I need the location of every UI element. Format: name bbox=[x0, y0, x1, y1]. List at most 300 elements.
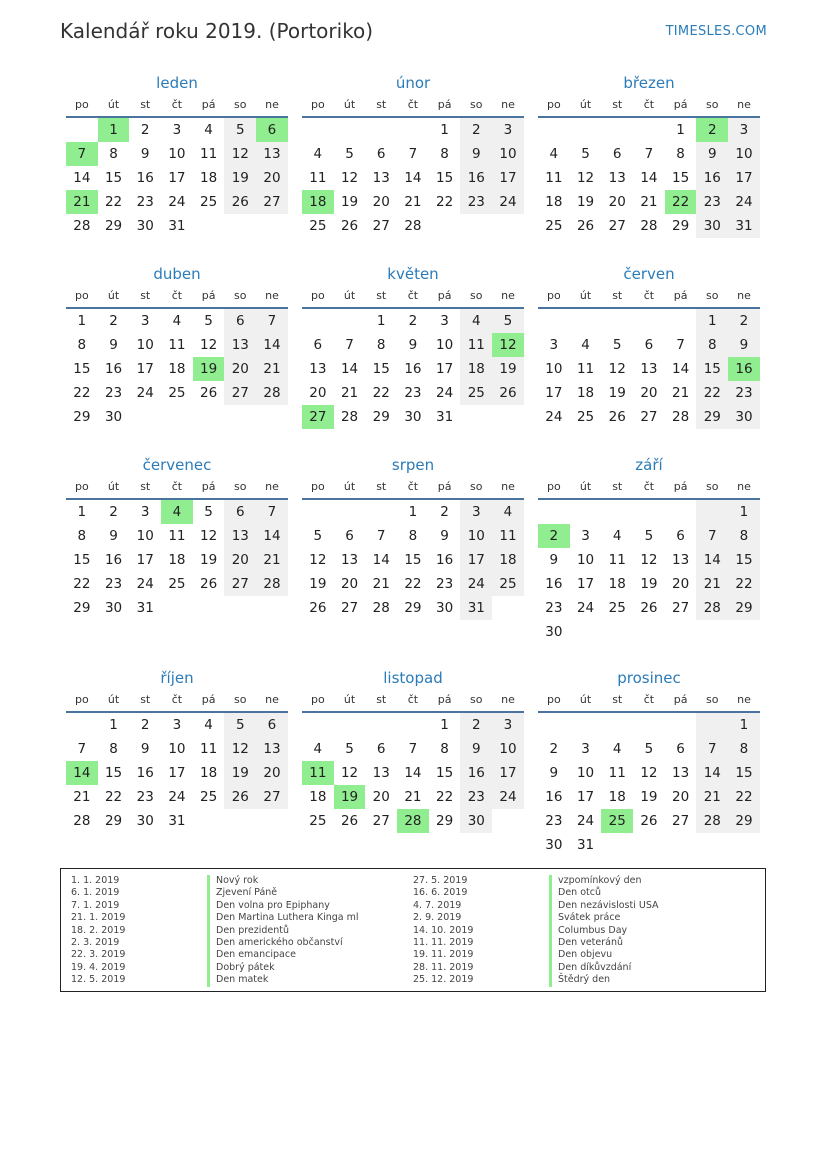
day-cell: 2 bbox=[460, 118, 492, 142]
empty-day-cell bbox=[665, 309, 697, 333]
legend-date: 2. 9. 2019 bbox=[413, 912, 462, 924]
day-cell: 8 bbox=[77, 337, 87, 353]
day-cell: 13 bbox=[340, 552, 359, 568]
week-row bbox=[66, 785, 288, 809]
day-cell: 23 bbox=[545, 813, 563, 829]
day-cell: 27 bbox=[340, 600, 359, 616]
day-cell: 14 bbox=[696, 548, 728, 572]
empty-day-cell bbox=[492, 809, 524, 833]
weekday-label: pá bbox=[437, 693, 452, 706]
weekday-label: čt bbox=[643, 289, 655, 302]
weekday-label: ne bbox=[501, 98, 515, 111]
day-cell: 29 bbox=[73, 600, 91, 616]
day-cell: 17 bbox=[136, 361, 154, 377]
day-cell: 22 bbox=[436, 194, 454, 210]
empty-day-cell bbox=[601, 833, 633, 857]
day-cell: 16 bbox=[696, 166, 728, 190]
legend-holiday-name: Dobrý pátek bbox=[207, 962, 275, 974]
week-row bbox=[66, 214, 288, 238]
day-cell: 25 bbox=[309, 813, 327, 829]
day-cell: 11 bbox=[576, 361, 595, 377]
weekday-label: út bbox=[579, 480, 592, 493]
weekday-header bbox=[538, 94, 760, 118]
empty-day-cell bbox=[66, 118, 98, 142]
week-row bbox=[302, 333, 524, 357]
day-cell: 30 bbox=[545, 624, 563, 640]
day-cell: 13 bbox=[224, 333, 256, 357]
day-cell: 17 bbox=[436, 361, 454, 377]
weekday-label: út bbox=[343, 480, 356, 493]
day-cell: 18 bbox=[302, 190, 334, 214]
weekday-label: pá bbox=[437, 98, 452, 111]
month-0 bbox=[66, 72, 288, 263]
day-cell: 5 bbox=[224, 713, 256, 737]
day-cell: 22 bbox=[728, 785, 760, 809]
day-cell: 20 bbox=[372, 789, 390, 805]
empty-day-cell bbox=[397, 713, 429, 737]
day-cell: 10 bbox=[460, 524, 492, 548]
day-cell: 9 bbox=[549, 765, 559, 781]
weekday-label: út bbox=[107, 693, 120, 706]
empty-day-cell bbox=[334, 500, 366, 524]
day-cell: 5 bbox=[612, 337, 622, 353]
empty-day-cell bbox=[696, 713, 728, 737]
weekday-label: so bbox=[234, 289, 247, 302]
day-cell: 22 bbox=[728, 572, 760, 596]
legend-entry bbox=[413, 900, 755, 912]
day-cell: 2 bbox=[109, 313, 118, 329]
legend-holiday-name: vzpomínkový den bbox=[549, 875, 642, 887]
weekday-label: so bbox=[706, 693, 719, 706]
day-cell: 19 bbox=[608, 385, 626, 401]
day-cell: 8 bbox=[728, 524, 760, 548]
day-cell: 20 bbox=[372, 194, 390, 210]
day-cell: 28 bbox=[640, 218, 658, 234]
legend-date: 22. 3. 2019 bbox=[71, 949, 126, 961]
day-cell: 9 bbox=[140, 146, 150, 162]
day-cell: 27 bbox=[256, 190, 288, 214]
week-row bbox=[538, 809, 760, 833]
legend-date: 6. 1. 2019 bbox=[71, 887, 120, 899]
day-cell: 18 bbox=[576, 385, 595, 401]
empty-day-cell bbox=[570, 309, 602, 333]
day-cell: 31 bbox=[460, 596, 492, 620]
weekday-header bbox=[302, 285, 524, 309]
day-cell: 16 bbox=[104, 552, 123, 568]
weekday-label: ne bbox=[265, 693, 279, 706]
day-cell: 24 bbox=[728, 190, 760, 214]
day-cell: 30 bbox=[136, 218, 154, 234]
day-cell: 28 bbox=[340, 409, 359, 425]
day-cell: 17 bbox=[545, 385, 563, 401]
day-cell: 22 bbox=[73, 385, 91, 401]
months-grid bbox=[66, 72, 760, 858]
weekday-label: čt bbox=[407, 98, 419, 111]
day-cell: 15 bbox=[73, 552, 91, 568]
legend-holiday-name: Den volna pro Epiphany bbox=[207, 900, 330, 912]
empty-day-cell bbox=[334, 713, 366, 737]
day-cell: 7 bbox=[696, 524, 728, 548]
day-cell: 12 bbox=[200, 528, 218, 544]
empty-day-cell bbox=[161, 596, 193, 620]
day-cell: 8 bbox=[408, 528, 418, 544]
day-cell: 12 bbox=[608, 361, 626, 377]
day-cell: 26 bbox=[640, 813, 658, 829]
day-cell: 28 bbox=[397, 809, 429, 833]
month-2 bbox=[538, 72, 760, 263]
day-cell: 13 bbox=[256, 142, 288, 166]
day-cell: 15 bbox=[728, 548, 760, 572]
legend-holiday-name: Den nezávislosti USA bbox=[549, 900, 659, 912]
day-cell: 20 bbox=[608, 194, 626, 210]
day-cell: 28 bbox=[372, 600, 390, 616]
day-cell: 14 bbox=[66, 761, 98, 785]
empty-day-cell bbox=[460, 214, 492, 238]
day-cell: 9 bbox=[140, 741, 150, 757]
day-cell: 5 bbox=[644, 528, 654, 544]
empty-day-cell bbox=[633, 118, 665, 142]
day-cell: 3 bbox=[728, 118, 760, 142]
day-cell: 26 bbox=[492, 381, 524, 405]
week-row bbox=[538, 142, 760, 166]
legend-entry bbox=[71, 974, 413, 986]
day-cell: 23 bbox=[545, 600, 563, 616]
day-cell: 9 bbox=[109, 337, 118, 353]
day-cell: 20 bbox=[256, 761, 288, 785]
weekday-label: út bbox=[579, 693, 592, 706]
day-cell: 24 bbox=[436, 385, 454, 401]
empty-day-cell bbox=[302, 309, 334, 333]
day-cell: 4 bbox=[549, 146, 559, 162]
empty-day-cell bbox=[601, 620, 633, 644]
weekday-label: pá bbox=[201, 98, 216, 111]
day-cell: 16 bbox=[404, 361, 422, 377]
empty-day-cell bbox=[256, 809, 288, 833]
day-cell: 24 bbox=[545, 409, 563, 425]
day-cell: 7 bbox=[408, 146, 418, 162]
day-cell: 23 bbox=[460, 190, 492, 214]
week-row bbox=[66, 572, 288, 596]
weekday-label: po bbox=[74, 289, 89, 302]
day-cell: 5 bbox=[345, 741, 354, 757]
day-cell: 7 bbox=[256, 309, 288, 333]
day-cell: 12 bbox=[200, 337, 218, 353]
day-cell: 15 bbox=[436, 765, 454, 781]
week-row bbox=[302, 761, 524, 785]
legend-holiday-name: Svátek práce bbox=[549, 912, 620, 924]
week-row bbox=[302, 381, 524, 405]
day-cell: 28 bbox=[256, 381, 288, 405]
empty-day-cell bbox=[365, 118, 397, 142]
weekday-label: st bbox=[376, 98, 387, 111]
day-cell: 17 bbox=[492, 166, 524, 190]
day-cell: 19 bbox=[334, 785, 366, 809]
day-cell: 24 bbox=[136, 385, 154, 401]
day-cell: 7 bbox=[345, 337, 354, 353]
day-cell: 27 bbox=[608, 218, 626, 234]
day-cell: 13 bbox=[672, 552, 690, 568]
empty-day-cell bbox=[193, 214, 225, 238]
day-cell: 30 bbox=[404, 409, 422, 425]
day-cell: 11 bbox=[168, 528, 186, 544]
legend-date: 27. 5. 2019 bbox=[413, 875, 468, 886]
day-cell: 3 bbox=[140, 313, 150, 329]
week-row bbox=[66, 761, 288, 785]
day-cell: 2 bbox=[696, 118, 728, 142]
day-cell: 1 bbox=[728, 713, 760, 737]
weekday-header bbox=[66, 476, 288, 500]
weekday-label: út bbox=[579, 98, 592, 111]
week-row bbox=[302, 214, 524, 238]
day-cell: 11 bbox=[608, 552, 626, 568]
day-cell: 16 bbox=[460, 166, 492, 190]
day-cell: 3 bbox=[581, 741, 590, 757]
day-cell: 26 bbox=[224, 785, 256, 809]
day-cell: 25 bbox=[601, 809, 633, 833]
day-cell: 31 bbox=[168, 218, 186, 234]
empty-day-cell bbox=[429, 214, 461, 238]
month-name: leden bbox=[156, 74, 198, 92]
day-cell: 3 bbox=[581, 528, 590, 544]
day-cell: 12 bbox=[492, 333, 524, 357]
day-cell: 18 bbox=[608, 789, 626, 805]
day-cell: 5 bbox=[204, 504, 213, 520]
legend-entry bbox=[71, 912, 413, 924]
week-row bbox=[302, 548, 524, 572]
week-row bbox=[66, 809, 288, 833]
weekday-label: st bbox=[376, 480, 387, 493]
holiday-legend bbox=[60, 868, 766, 992]
week-row bbox=[66, 548, 288, 572]
day-cell: 11 bbox=[168, 337, 186, 353]
empty-day-cell bbox=[665, 833, 697, 857]
day-cell: 4 bbox=[460, 309, 492, 333]
day-cell: 11 bbox=[200, 146, 218, 162]
weekday-label: ne bbox=[265, 98, 279, 111]
month-10 bbox=[302, 667, 524, 858]
week-row bbox=[302, 785, 524, 809]
day-cell: 3 bbox=[492, 713, 524, 737]
day-cell: 12 bbox=[224, 142, 256, 166]
day-cell: 8 bbox=[77, 528, 87, 544]
day-cell: 17 bbox=[576, 789, 595, 805]
weekday-label: čt bbox=[407, 289, 419, 302]
day-cell: 22 bbox=[696, 381, 728, 405]
day-cell: 18 bbox=[460, 357, 492, 381]
empty-day-cell bbox=[633, 620, 665, 644]
day-cell: 30 bbox=[728, 405, 760, 429]
empty-day-cell bbox=[601, 309, 633, 333]
empty-day-cell bbox=[129, 405, 161, 429]
day-cell: 26 bbox=[576, 218, 595, 234]
day-cell: 29 bbox=[404, 600, 422, 616]
weekday-label: so bbox=[706, 480, 719, 493]
day-cell: 3 bbox=[492, 118, 524, 142]
legend-entry bbox=[413, 937, 755, 949]
day-cell: 25 bbox=[168, 576, 186, 592]
week-row bbox=[302, 142, 524, 166]
weekday-label: st bbox=[612, 289, 623, 302]
weekday-label: ne bbox=[737, 98, 751, 111]
week-row bbox=[302, 737, 524, 761]
day-cell: 30 bbox=[545, 837, 563, 853]
empty-day-cell bbox=[224, 214, 256, 238]
day-cell: 8 bbox=[728, 737, 760, 761]
day-cell: 23 bbox=[104, 385, 123, 401]
day-cell: 8 bbox=[676, 146, 685, 162]
month-name: říjen bbox=[160, 669, 194, 687]
day-cell: 24 bbox=[576, 813, 595, 829]
day-cell: 11 bbox=[492, 524, 524, 548]
week-row bbox=[302, 166, 524, 190]
legend-holiday-name: Den otců bbox=[549, 887, 601, 899]
weekday-label: čt bbox=[407, 693, 419, 706]
day-cell: 23 bbox=[696, 190, 728, 214]
page-title: Kalendář roku 2019. (Portoriko) bbox=[60, 19, 374, 43]
day-cell: 9 bbox=[728, 333, 760, 357]
day-cell: 27 bbox=[672, 813, 690, 829]
day-cell: 29 bbox=[104, 813, 123, 829]
day-cell: 7 bbox=[408, 741, 418, 757]
empty-day-cell bbox=[193, 809, 225, 833]
weekday-header bbox=[538, 285, 760, 309]
day-cell: 18 bbox=[200, 765, 218, 781]
week-row bbox=[538, 118, 760, 142]
month-4 bbox=[302, 263, 524, 454]
legend-entry bbox=[413, 962, 755, 974]
weekday-label: so bbox=[470, 98, 483, 111]
week-row bbox=[538, 572, 760, 596]
day-cell: 30 bbox=[436, 600, 454, 616]
day-cell: 6 bbox=[345, 528, 354, 544]
day-cell: 19 bbox=[224, 761, 256, 785]
legend-entry bbox=[71, 900, 413, 912]
day-cell: 30 bbox=[696, 214, 728, 238]
day-cell: 6 bbox=[676, 741, 685, 757]
day-cell: 14 bbox=[372, 552, 390, 568]
day-cell: 28 bbox=[696, 596, 728, 620]
legend-holiday-name: Den Martina Luthera Kinga ml bbox=[207, 912, 359, 924]
weekday-label: po bbox=[546, 480, 561, 493]
day-cell: 14 bbox=[256, 333, 288, 357]
legend-entry bbox=[71, 962, 413, 974]
weekday-label: st bbox=[612, 98, 623, 111]
week-row bbox=[302, 596, 524, 620]
weekday-label: čt bbox=[171, 693, 183, 706]
weekday-label: so bbox=[706, 289, 719, 302]
weekday-label: po bbox=[310, 98, 325, 111]
weekday-label: st bbox=[140, 693, 151, 706]
day-cell: 3 bbox=[440, 313, 449, 329]
month-8 bbox=[538, 454, 760, 667]
legend-date: 19. 11. 2019 bbox=[413, 949, 474, 961]
day-cell: 6 bbox=[224, 500, 256, 524]
weekday-label: ne bbox=[265, 480, 279, 493]
day-cell: 17 bbox=[492, 761, 524, 785]
day-cell: 26 bbox=[200, 385, 218, 401]
day-cell: 25 bbox=[576, 409, 595, 425]
day-cell: 16 bbox=[136, 765, 154, 781]
day-cell: 4 bbox=[612, 528, 622, 544]
legend-entry bbox=[413, 912, 755, 924]
legend-entry bbox=[413, 887, 755, 899]
day-cell: 16 bbox=[460, 761, 492, 785]
empty-day-cell bbox=[570, 500, 602, 524]
day-cell: 10 bbox=[576, 552, 595, 568]
day-cell: 27 bbox=[372, 813, 390, 829]
day-cell: 18 bbox=[545, 194, 563, 210]
day-cell: 10 bbox=[728, 142, 760, 166]
day-cell: 5 bbox=[313, 528, 323, 544]
day-cell: 10 bbox=[168, 741, 186, 757]
day-cell: 1 bbox=[376, 313, 386, 329]
day-cell: 29 bbox=[73, 409, 91, 425]
weekday-label: po bbox=[546, 98, 561, 111]
week-row bbox=[538, 548, 760, 572]
day-cell: 25 bbox=[492, 572, 524, 596]
empty-day-cell bbox=[696, 833, 728, 857]
empty-day-cell bbox=[256, 596, 288, 620]
day-cell: 7 bbox=[66, 142, 98, 166]
legend-entry bbox=[413, 875, 755, 887]
weekday-label: čt bbox=[171, 98, 183, 111]
legend-date: 7. 1. 2019 bbox=[71, 899, 120, 911]
week-row bbox=[538, 713, 760, 737]
week-row bbox=[66, 713, 288, 737]
weekday-label: pá bbox=[437, 480, 452, 493]
weekday-label: st bbox=[376, 693, 387, 706]
day-cell: 1 bbox=[408, 504, 418, 520]
day-cell: 8 bbox=[440, 741, 449, 757]
month-3 bbox=[66, 263, 288, 454]
day-cell: 20 bbox=[640, 385, 658, 401]
day-cell: 21 bbox=[640, 194, 658, 210]
empty-day-cell bbox=[256, 214, 288, 238]
day-cell: 3 bbox=[549, 337, 559, 353]
month-name: červenec bbox=[142, 456, 212, 474]
day-cell: 8 bbox=[376, 337, 386, 353]
weekday-label: po bbox=[310, 480, 325, 493]
week-row bbox=[538, 737, 760, 761]
week-row bbox=[66, 166, 288, 190]
day-cell: 14 bbox=[640, 170, 658, 186]
month-name: září bbox=[635, 456, 663, 474]
day-cell: 22 bbox=[104, 789, 123, 805]
day-cell: 11 bbox=[608, 765, 626, 781]
weekday-label: út bbox=[579, 289, 592, 302]
month-11 bbox=[538, 667, 760, 858]
weekday-label: čt bbox=[643, 480, 655, 493]
day-cell: 26 bbox=[340, 813, 359, 829]
legend-column-right bbox=[413, 875, 755, 985]
day-cell: 18 bbox=[200, 170, 218, 186]
weekday-label: út bbox=[107, 289, 120, 302]
day-cell: 6 bbox=[676, 528, 685, 544]
day-cell: 1 bbox=[728, 500, 760, 524]
weekday-label: pá bbox=[201, 693, 216, 706]
day-cell: 28 bbox=[256, 572, 288, 596]
month-name: listopad bbox=[383, 669, 443, 687]
empty-day-cell bbox=[570, 713, 602, 737]
site-link[interactable]: TIMESLES.COM bbox=[665, 24, 767, 39]
weekday-label: st bbox=[140, 289, 151, 302]
day-cell: 10 bbox=[492, 737, 524, 761]
weekday-label: čt bbox=[171, 289, 183, 302]
day-cell: 18 bbox=[168, 361, 186, 377]
weekday-label: ne bbox=[501, 289, 515, 302]
day-cell: 8 bbox=[696, 333, 728, 357]
day-cell: 4 bbox=[313, 146, 323, 162]
